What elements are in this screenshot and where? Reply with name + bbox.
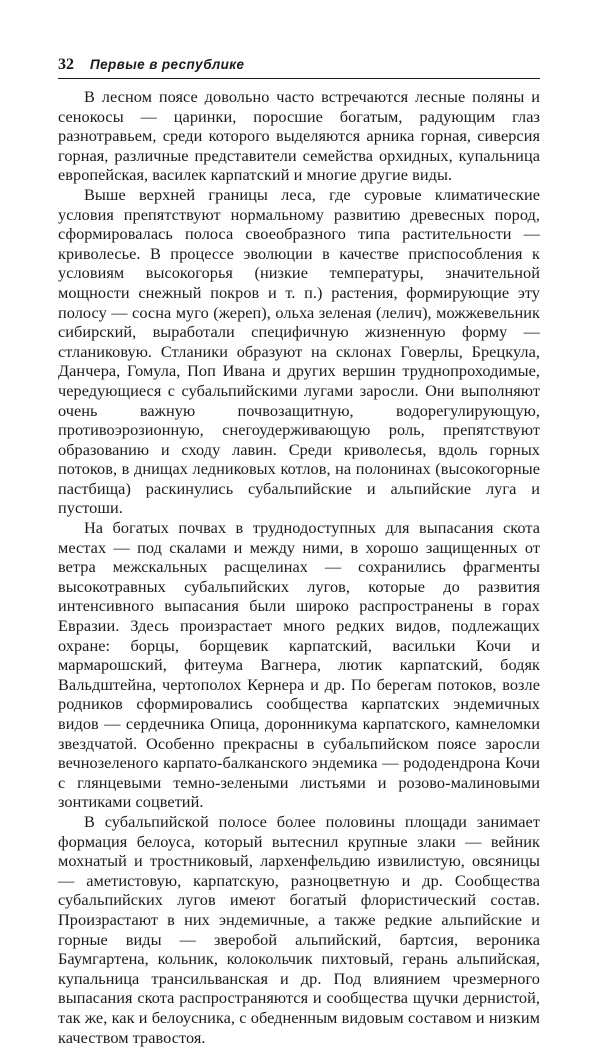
paragraph-meadows: В лесном поясе довольно часто встречаются лесные поляны и сенокосы — царинки, поросшие богатым, радующим глаз разнотравьем, среди которого выделяются арника горная, сиверсия горная, различные представители семейства орхидных, купальница европейская, василек карпатский и многие другие виды. [58,87,540,185]
page-number: 32 [58,56,74,73]
running-header [58,54,540,79]
paragraph-beloys-formation: В субальпийской полосе более половины площади занимает формация белоуса, который вытеснил крупные злаки — вейник мохнатый и тростниковый, лархенфельдию извилистую, овсяницы — аметистовую, карпатскую, разноцветную и др. Сообщества субальпийских лугов имеют богатый флористический состав. Произрастают в них эндемичные, а также редкие альпийские и горные виды — зверобой альпийский, бартсия, вероника Баумгартена, кольник, колокольчик пихтовый, герань альпийская, купальница трансильванская и др. Под влиянием чрезмерного выпасания скота распространяются и сообщества щучки дернистой, так же, как и белоусника, с обедненным видовым составом и низким качеством травостоя. [58,811,540,1047]
body-text [58,87,540,1047]
section-title: Первые в республике [90,57,245,72]
paragraph-krivolesye: Выше верхней границы леса, где суровые климатические условия препятствуют нормальному развитию древесных пород, сформировалась полоса своеобразного типа растительности — криволесье. В процессе эволюции в качестве приспособления к условиям высокогорья (низкие температуры, значительной мощности снежный покров и т. п.) растения, формирующие эту полосу — сосна муго (жереп), ольха зеленая (лелич), можжевельник сибирский, выработали специфичную жизненную форму — стланиковую. Стланики образуют на склонах Говерлы, Брецкула, Данчера, Гомула, Поп Ивана и других вершин труднопроходимые, чередующиеся с субальпийскими лугами заросли. Они выполняют очень важную почвозащитную, водорегулирующую, противоэрозионную, снегоудерживающую роль, препятствуют образованию и сходу лавин. Среди криволесья, вдоль горных потоков, в днищах ледниковых котлов, на полонинах (высокогорные пастбища) раскинулись субальпийские и альпийские луга и пустоши. [58,184,540,518]
paragraph-subalpine-meadows: На богатых почвах в труднодоступных для выпасания скота местах — под скалами и между ними, в хорошо защищенных от ветра межскальных расщелинах — сохранились фрагменты высокотравных субальпийских лугов, которые до развития интенсивного выпасания были широко распространены в горах Евразии. Здесь произрастает много редких видов, подлежащих охране: борцы, борщевик карпатский, васильки Кочи и мармарошский, фитеума Вагнера, лютик карпатский, бодяк Вальдштейна, чертополох Кернера и др. По берегам потоков, возле родников сформировались сообщества карпатских эндемичных видов — сердечника Опица, доронникума карпатского, камнеломки звездчатой. Особенно прекрасны в субальпийском поясе заросли вечнозеленого карпато-балканского эндемика — рододендрона Кочи с глянцевыми темно-зелеными листьями и розово-малиновыми зонтиками соцветий. [58,518,540,812]
book-page [58,54,540,1047]
